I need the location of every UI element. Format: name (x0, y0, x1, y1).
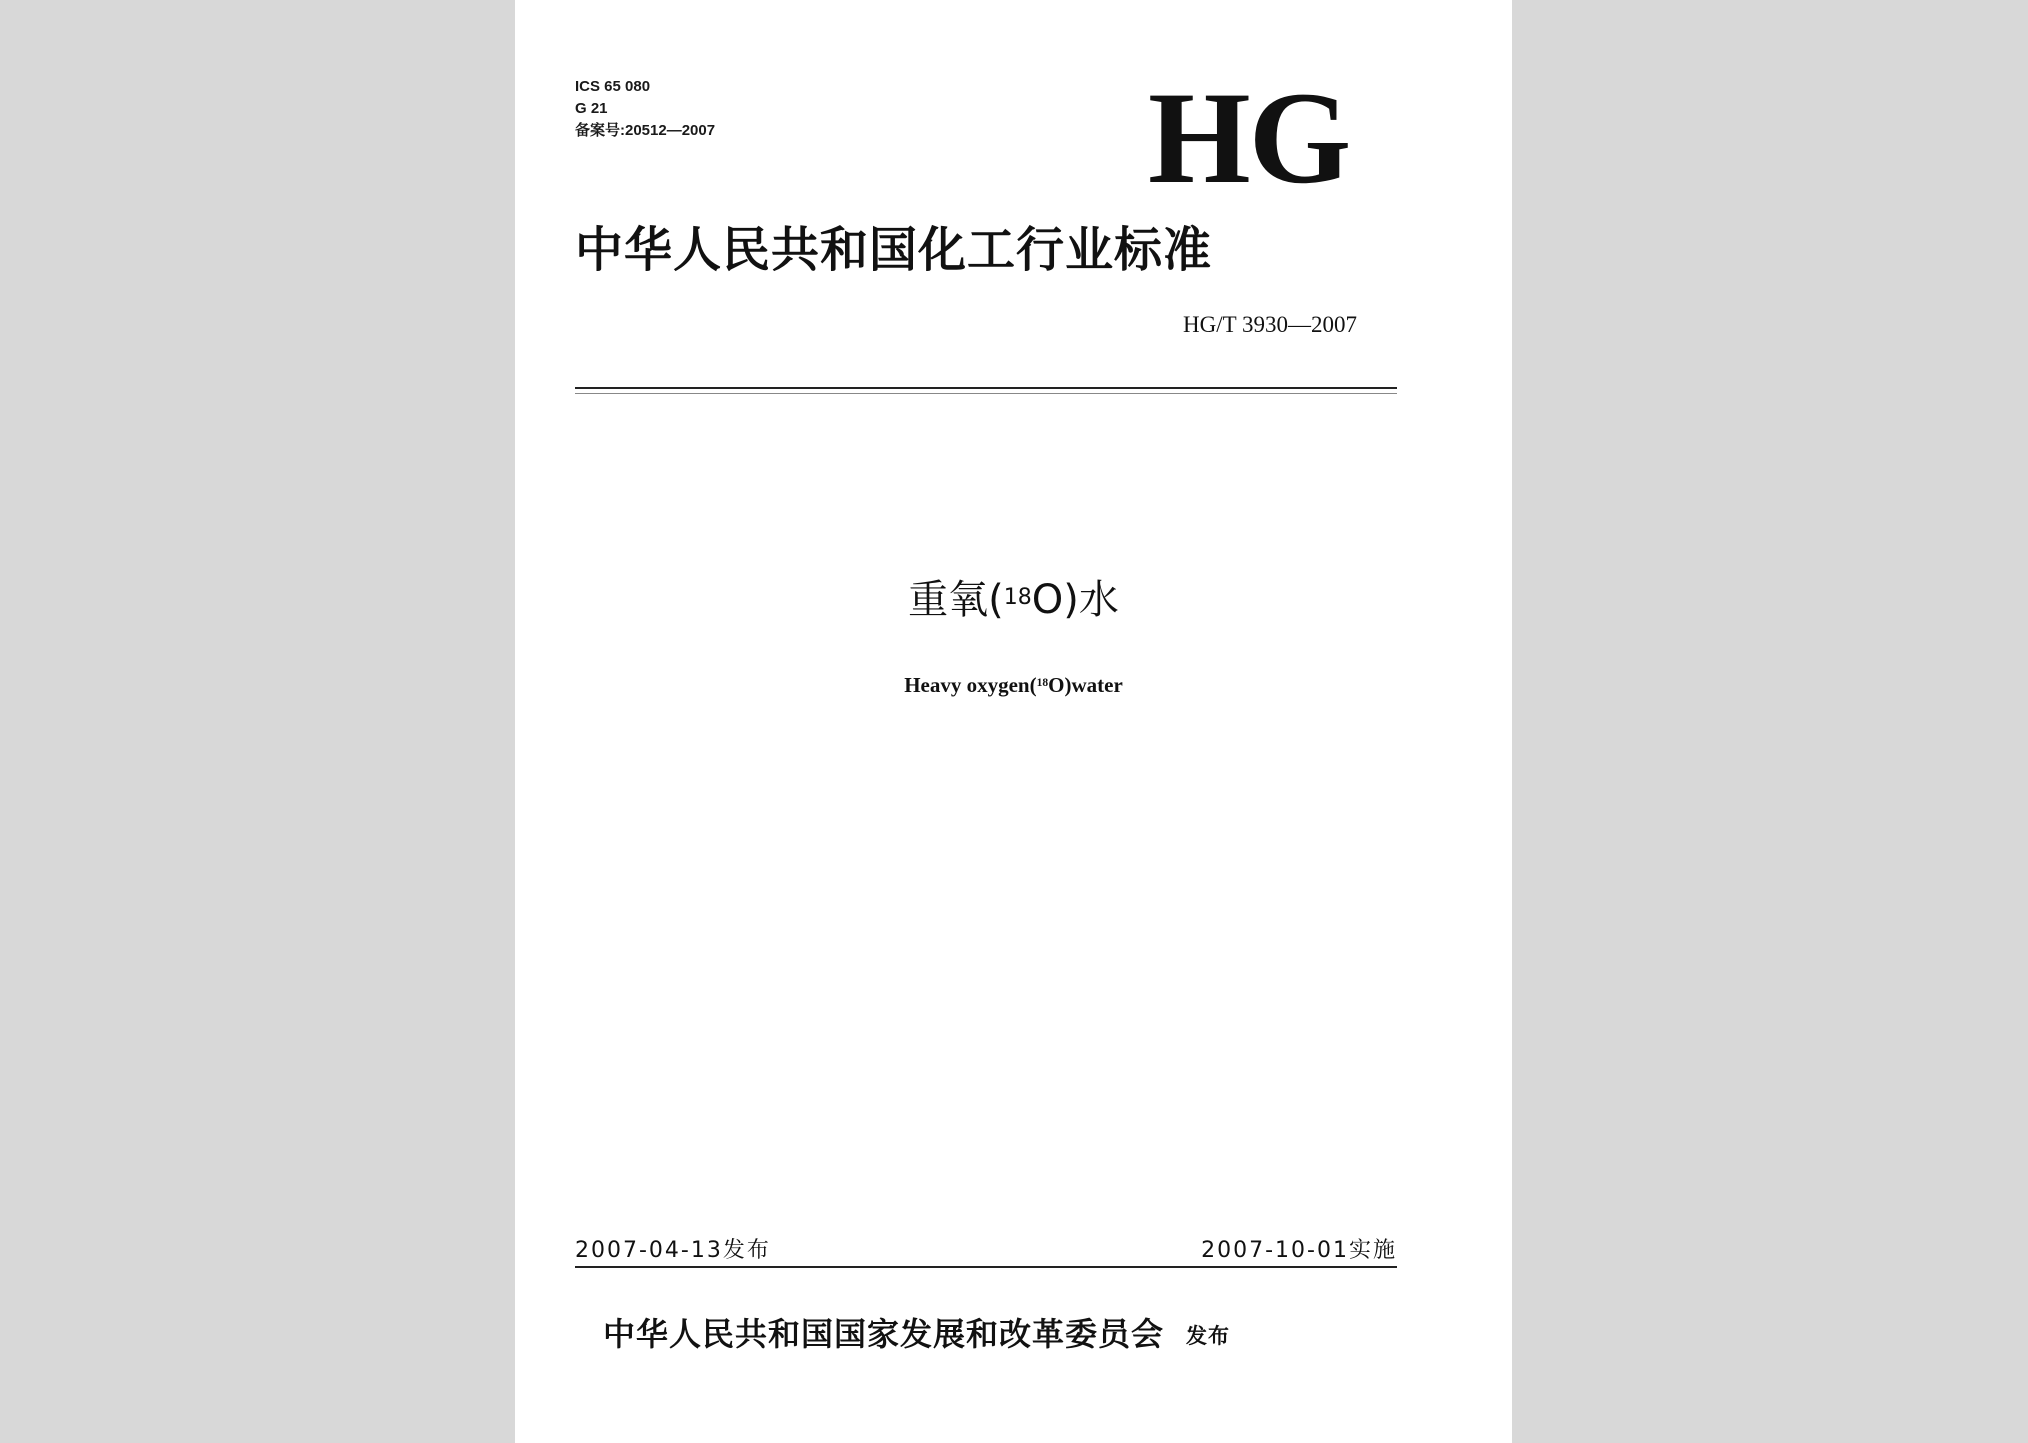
header-rule (575, 387, 1397, 389)
issue-date-label: 发布 (722, 1238, 771, 1263)
implement-date-value: 2007-10-01 (1201, 1238, 1349, 1263)
publisher-action: 发布 (1186, 1324, 1231, 1348)
standard-title: 中华人民共和国化工行业标准 (575, 222, 1213, 278)
title-en-superscript: 18 (1036, 677, 1049, 689)
implement-date-label: 实施 (1348, 1238, 1397, 1263)
title-en-post: O)water (1048, 673, 1123, 697)
implement-date (1201, 1236, 1397, 1266)
meta-block (575, 76, 715, 142)
filing-number: 备案号:20512—2007 (575, 122, 716, 139)
issue-date-value: 2007-04-13 (575, 1238, 723, 1263)
title-en-pre: Heavy oxygen( (904, 673, 1037, 697)
title-cn-post: O)水 (1031, 577, 1119, 623)
footer-rule (575, 1266, 1397, 1268)
publisher (603, 1314, 1230, 1356)
publisher-name: 中华人民共和国国家发展和改革委员会 (603, 1315, 1165, 1353)
document-page (515, 0, 1512, 1443)
title-cn-superscript: 18 (1003, 585, 1032, 610)
issue-date (575, 1236, 771, 1266)
class-code: G 21 (575, 100, 608, 117)
document-title-en (515, 672, 1512, 698)
hg-logo: HG (1148, 64, 1350, 211)
title-cn-pre: 重氧( (908, 577, 1004, 623)
header-rule-thin (575, 393, 1397, 394)
document-title-cn (515, 576, 1512, 624)
standard-code: HG/T 3930—2007 (1183, 312, 1357, 337)
ics-code: ICS 65 080 (575, 78, 651, 95)
